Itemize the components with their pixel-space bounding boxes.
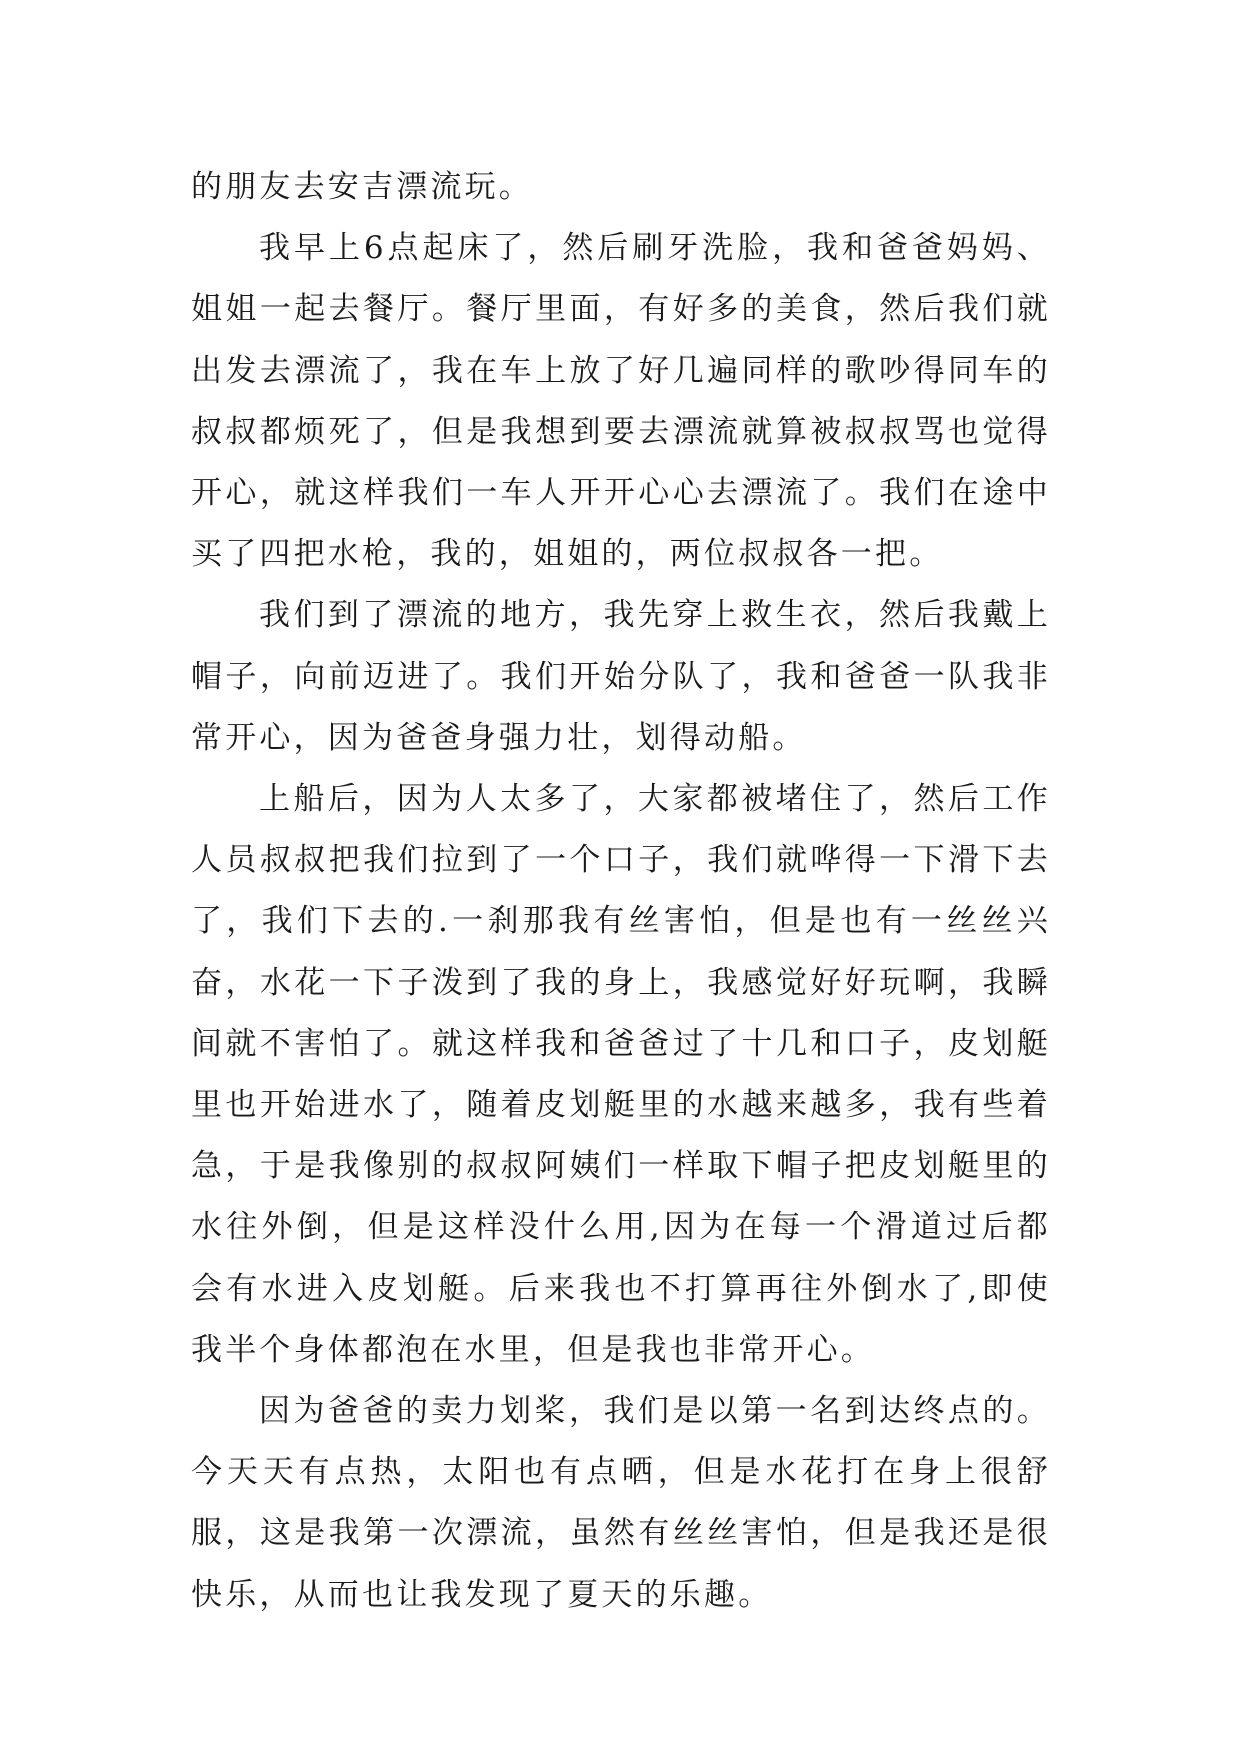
paragraph-continuation: 的朋友去安吉漂流玩。 xyxy=(191,169,533,205)
paragraph-conclusion: 因为爸爸的卖力划桨，我们是以第一名到达终点的。今天天有点热，太阳也有点晒，但是水花打在身上很舒服，这是我第一次漂流，虽然有丝丝害怕，但是我还是很快乐，从而也让我发现了夏天的乐趣。 xyxy=(191,1393,1051,1613)
paragraph-rafting: 上船后，因为人太多了，大家都被堵住了，然后工作人员叔叔把我们拉到了一个口子，我们就哗得一下滑下去了，我们下去的.一刹那我有丝害怕，但是也有一丝丝兴奋，水花一下子泼到了我的身上，我感觉好好玩啊，我瞬间就不害怕了。就这样我和爸爸过了十几和口子，皮划艇里也开始进水了，随着皮划艇里的水越来越多，我有些着急，于是我像别的叔叔阿姨们一样取下帽子把皮划艇里的水往外倒，但是这样没什么用,因为在每一个滑道过后都会有水进入皮划艇。后来我也不打算再往外倒水了,即使我半个身体都泡在水里，但是我也非常开心。 xyxy=(191,781,1051,1368)
paragraph-arrival: 我们到了漂流的地方，我先穿上救生衣，然后我戴上帽子，向前迈进了。我们开始分队了，我和爸爸一队我非常开心，因为爸爸身强力壮，划得动船。 xyxy=(191,597,1051,756)
essay-body xyxy=(191,157,1051,1626)
paragraph-morning: 我早上6点起床了，然后刷牙洗脸，我和爸爸妈妈、姐姐一起去餐厅。餐厅里面，有好多的美食，然后我们就出发去漂流了，我在车上放了好几遍同样的歌吵得同车的叔叔都烦死了，但是我想到要去漂流就算被叔叔骂也觉得开心，就这样我们一车人开开心心去漂流了。我们在途中买了四把水枪，我的，姐姐的，两位叔叔各一把。 xyxy=(191,230,1051,573)
